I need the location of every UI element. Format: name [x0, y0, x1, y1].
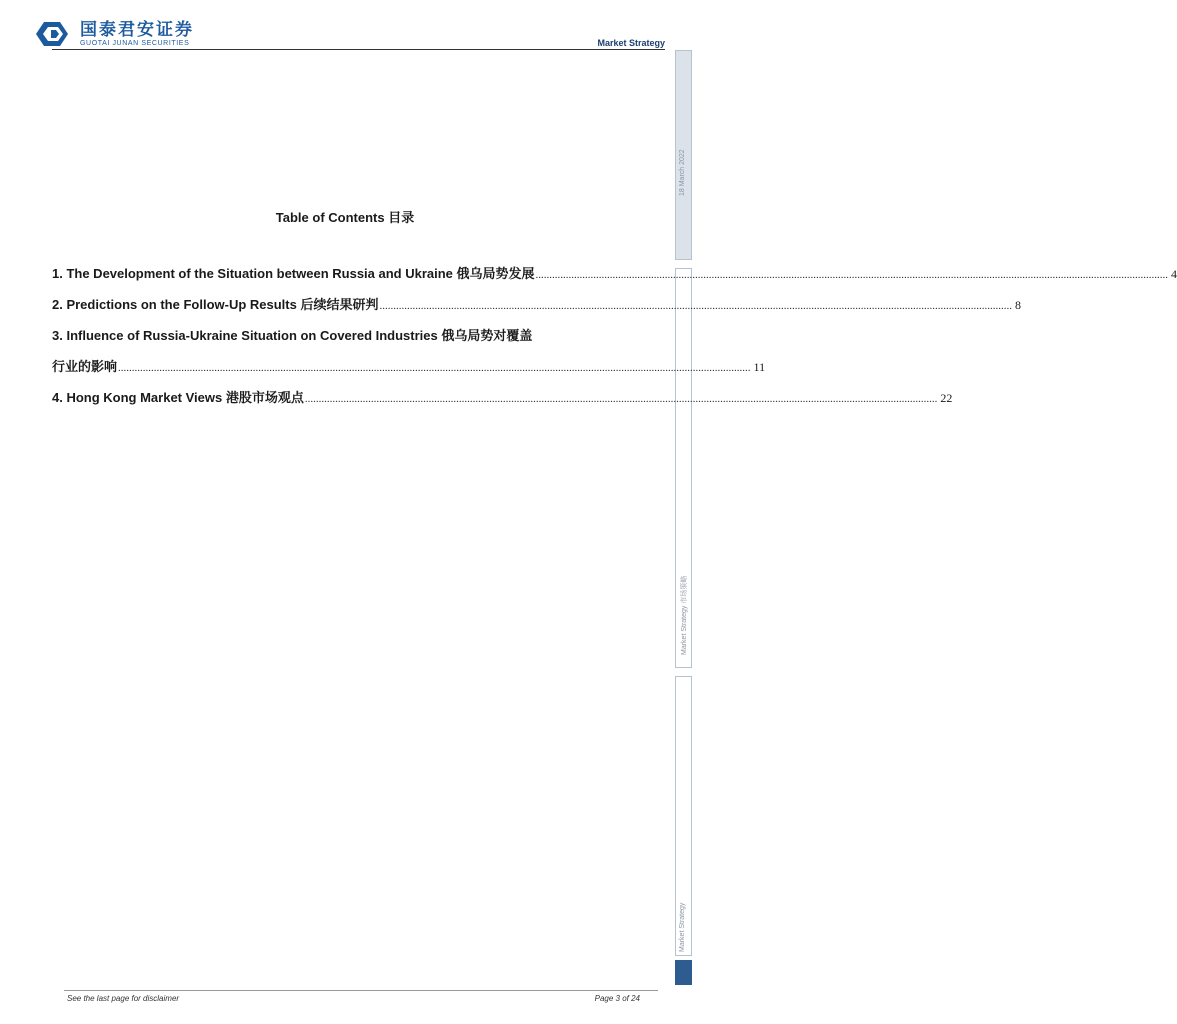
- toc-entry[interactable]: [52, 387, 953, 418]
- footer-page-number: Page 3 of 24: [594, 994, 640, 1003]
- toc-entry-text: 行业的影响: [52, 359, 118, 374]
- toc-entry-text: 2. Predictions on the Follow-Up Results 后续结果研判: [52, 297, 379, 312]
- toc-entry[interactable]: [52, 294, 1021, 325]
- sidebar-label-middle: Market Strategy 市场策略: [681, 575, 688, 655]
- toc-leader-dots: ......................................................................................................................................................................................................................................: [304, 393, 938, 405]
- header-section-label: Market Strategy: [597, 38, 665, 48]
- footer-disclaimer: See the last page for disclaimer: [67, 994, 180, 1003]
- toc-entry-text: 3. Influence of Russia-Ukraine Situation on Covered Industries 俄乌局势对覆盖: [52, 328, 533, 343]
- sidebar-label-lower: Market Strategy: [679, 902, 686, 952]
- logo-mark-icon: [34, 20, 72, 48]
- logo-chinese-name: 国泰君安证券: [80, 19, 194, 39]
- toc-leader-dots: ......................................................................................................................................................................................................................................: [535, 269, 1169, 281]
- toc-entry-text: 1. The Development of the Situation between Russia and Ukraine 俄乌局势发展: [52, 266, 535, 281]
- toc-entry-page: 22: [940, 391, 953, 405]
- table-of-contents: [52, 263, 1177, 418]
- header-divider: [52, 49, 665, 50]
- toc-entry[interactable]: [52, 263, 1177, 294]
- toc-entry-page: 4: [1171, 267, 1177, 281]
- footer-divider: [64, 990, 658, 991]
- toc-entry-page: 11: [753, 360, 766, 374]
- sidebar-date: 18 March 2022: [679, 149, 686, 196]
- logo-english-name: GUOTAI JUNAN SECURITIES: [80, 39, 190, 47]
- toc-leader-dots: ......................................................................................................................................................................................................................................: [379, 300, 1012, 312]
- toc-title: Table of Contents 目录: [275, 210, 415, 225]
- toc-entry[interactable]: [52, 325, 665, 356]
- toc-leader-dots: ......................................................................................................................................................................................................................................: [118, 362, 751, 374]
- toc-entry-page: 8: [1014, 298, 1021, 312]
- toc-entry-text: 4. Hong Kong Market Views 港股市场观点: [52, 390, 304, 405]
- sidebar-accent-box: [675, 960, 692, 985]
- company-logo: [34, 20, 194, 48]
- toc-entry-continuation[interactable]: [52, 356, 766, 387]
